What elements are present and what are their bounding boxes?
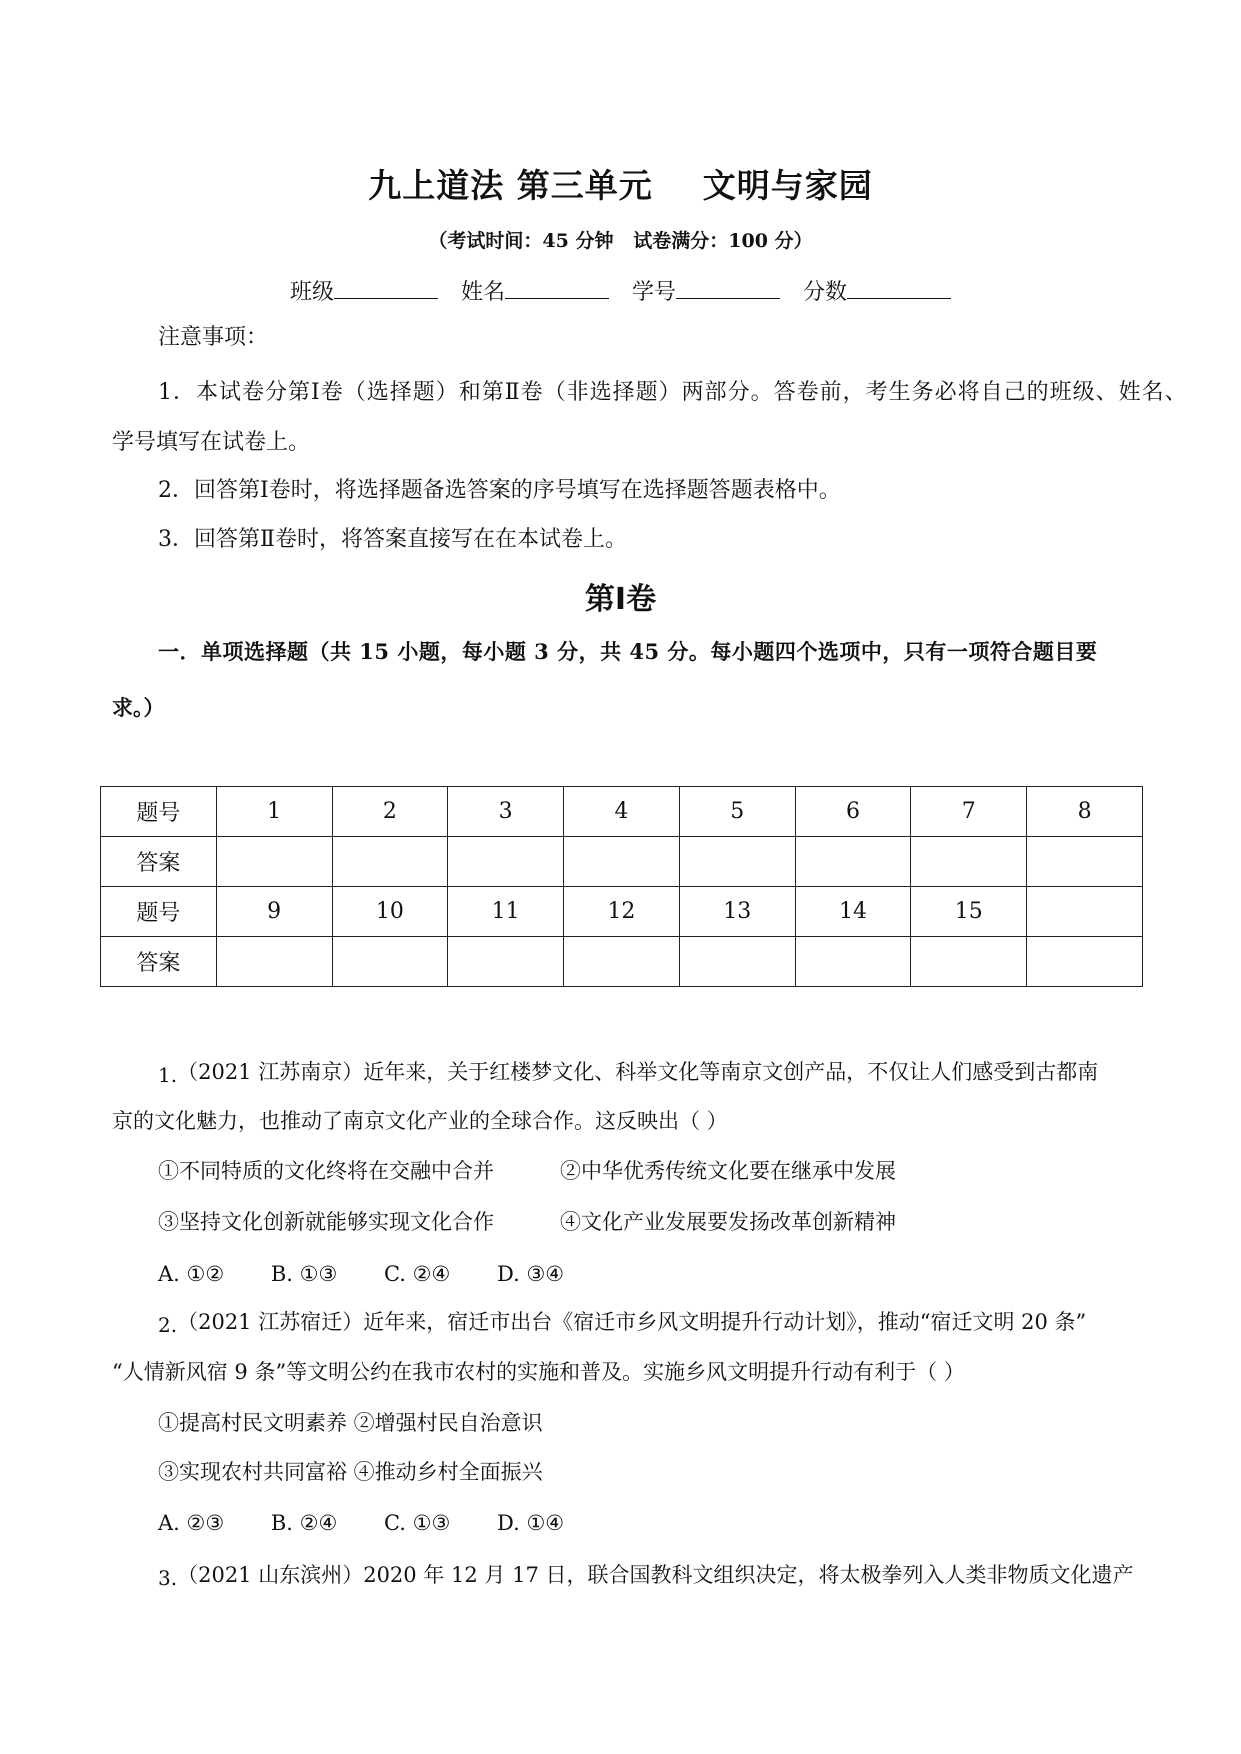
table-cell-number: 4	[564, 787, 680, 837]
answer-cell[interactable]	[332, 937, 448, 987]
answer-cell[interactable]	[679, 937, 795, 987]
table-cell-number: 1	[216, 787, 332, 837]
table-cell-number: 8	[1027, 787, 1143, 837]
question-1-option-d: D. ③④	[497, 1262, 565, 1286]
table-cell-number: 5	[679, 787, 795, 837]
question-1-stem-line-1	[158, 1057, 1098, 1090]
question-1-statement-3: ③坚持文化创新就能够实现文化合作	[158, 1210, 494, 1234]
table-row-numbers-2	[101, 887, 1143, 937]
exam-subtitle: （考试时间：45 分钟 试卷满分：100 分）	[428, 230, 813, 252]
question-3-stem-line-1	[158, 1560, 1133, 1593]
question-1-option-a: A. ①②	[158, 1262, 225, 1286]
class-field	[290, 280, 438, 305]
answer-cell[interactable]	[448, 937, 564, 987]
question-2-option-b: B. ②④	[270, 1511, 338, 1535]
table-row-numbers-1	[101, 787, 1143, 837]
class-blank[interactable]	[334, 278, 438, 299]
table-cell-number: 13	[679, 887, 795, 937]
question-2-statements-3-4: ③实现农村共同富裕 ④推动乡村全面振兴	[158, 1460, 543, 1484]
answer-cell[interactable]	[1027, 937, 1143, 987]
answer-cell[interactable]	[332, 837, 448, 887]
table-cell-number: 3	[448, 787, 564, 837]
question-1-options	[158, 1259, 604, 1289]
question-1-number: 1.	[158, 1063, 178, 1087]
score-blank[interactable]	[847, 278, 951, 299]
notice-item-1-line-1: 1．本试卷分第Ⅰ卷（选择题）和第Ⅱ卷（非选择题）两部分。答卷前，考生务必将自己的班级、姓名、	[158, 380, 1188, 405]
question-1-stem-line-2: 京的文化魅力，也推动了南京文化产业的全球合作。这反映出（ ）	[112, 1109, 728, 1133]
question-2-statements-1-2: ①提高村民文明素养 ②增强村民自治意识	[158, 1411, 543, 1435]
notice-item-3: 3．回答第Ⅱ卷时，将答案直接写在在本试卷上。	[158, 527, 627, 552]
question-2-stem-line-2: “人情新风宿 9 条”等文明公约在我市农村的实施和普及。实施乡风文明提升行动有利于（ ）	[112, 1360, 965, 1384]
notice-label: 注意事项：	[158, 325, 269, 350]
answer-table	[100, 786, 1143, 987]
table-cell-number	[1027, 887, 1143, 937]
question-1-statement-4: ④文化产业发展要发扬改革创新精神	[560, 1210, 896, 1234]
question-3-text: （2021 山东滨州）2020 年 12 月 17 日，联合国教科文组织决定，将太极拳列入人类非物质文化遗产	[177, 1563, 1134, 1587]
class-label: 班级	[289, 280, 334, 305]
question-2-option-d: D. ①④	[497, 1511, 565, 1535]
student-id-field	[632, 280, 780, 305]
answer-cell[interactable]	[216, 837, 332, 887]
student-id-blank[interactable]	[676, 278, 780, 299]
question-2-text: （2021 江苏宿迁）近年来，宿迁市出台《宿迁市乡风文明提升行动计划》，推动“宿迁文明 20 条”	[177, 1310, 1087, 1334]
table-row-answers-2	[101, 937, 1143, 987]
section-title: 第Ⅰ卷	[584, 582, 657, 617]
student-info-line	[0, 275, 1241, 306]
notice-item-2: 2．回答第Ⅰ卷时，将选择题备选答案的序号填写在选择题答题表格中。	[158, 478, 841, 503]
question-1-option-b: B. ①③	[270, 1262, 338, 1286]
answer-cell[interactable]	[795, 837, 911, 887]
row-label-number: 题号	[101, 787, 217, 837]
table-cell-number: 9	[216, 887, 332, 937]
answer-cell[interactable]	[216, 937, 332, 987]
table-cell-number: 11	[448, 887, 564, 937]
name-field	[461, 280, 609, 305]
table-cell-number: 12	[564, 887, 680, 937]
question-2-option-c: C. ①③	[383, 1511, 451, 1535]
table-cell-number: 10	[332, 887, 448, 937]
answer-cell[interactable]	[564, 837, 680, 887]
table-cell-number: 15	[911, 887, 1027, 937]
section-instruction-line-1: 一．单项选择题（共 15 小题，每小题 3 分，共 45 分。每小题四个选项中，只有一项符合题目要	[158, 639, 1098, 664]
answer-cell[interactable]	[795, 937, 911, 987]
question-1-statement-1: ①不同特质的文化终将在交融中合并	[158, 1159, 494, 1183]
answer-cell[interactable]	[911, 937, 1027, 987]
section-instruction-line-2: 求。）	[112, 695, 165, 720]
answer-cell[interactable]	[1027, 837, 1143, 887]
row-label-answer: 答案	[101, 837, 217, 887]
question-1-text: （2021 江苏南京）近年来，关于红楼梦文化、科举文化等南京文创产品，不仅让人们感受到古都南	[177, 1060, 1099, 1084]
question-2-number: 2.	[158, 1313, 178, 1337]
table-cell-number: 2	[332, 787, 448, 837]
table-cell-number: 6	[795, 787, 911, 837]
row-label-answer: 答案	[101, 937, 217, 987]
answer-cell[interactable]	[679, 837, 795, 887]
row-label-number: 题号	[101, 887, 217, 937]
notice-item-1-line-2: 学号填写在试卷上。	[112, 430, 311, 455]
question-3-number: 3.	[158, 1566, 178, 1590]
question-1-option-c: C. ②④	[383, 1262, 451, 1286]
score-label: 分数	[803, 280, 848, 305]
answer-cell[interactable]	[564, 937, 680, 987]
answer-cell[interactable]	[911, 837, 1027, 887]
table-cell-number: 7	[911, 787, 1027, 837]
score-field	[803, 280, 951, 305]
answer-cell[interactable]	[448, 837, 564, 887]
table-cell-number: 14	[795, 887, 911, 937]
question-2-options	[158, 1508, 604, 1538]
table-row-answers-1	[101, 837, 1143, 887]
question-1-statement-2: ②中华优秀传统文化要在继承中发展	[560, 1159, 896, 1183]
name-label: 姓名	[460, 280, 505, 305]
question-2-stem-line-1	[158, 1307, 1086, 1340]
exam-title: 九上道法 第三单元 文明与家园	[368, 166, 873, 205]
question-2-option-a: A. ②③	[158, 1511, 225, 1535]
name-blank[interactable]	[505, 278, 609, 299]
student-id-label: 学号	[632, 280, 677, 305]
